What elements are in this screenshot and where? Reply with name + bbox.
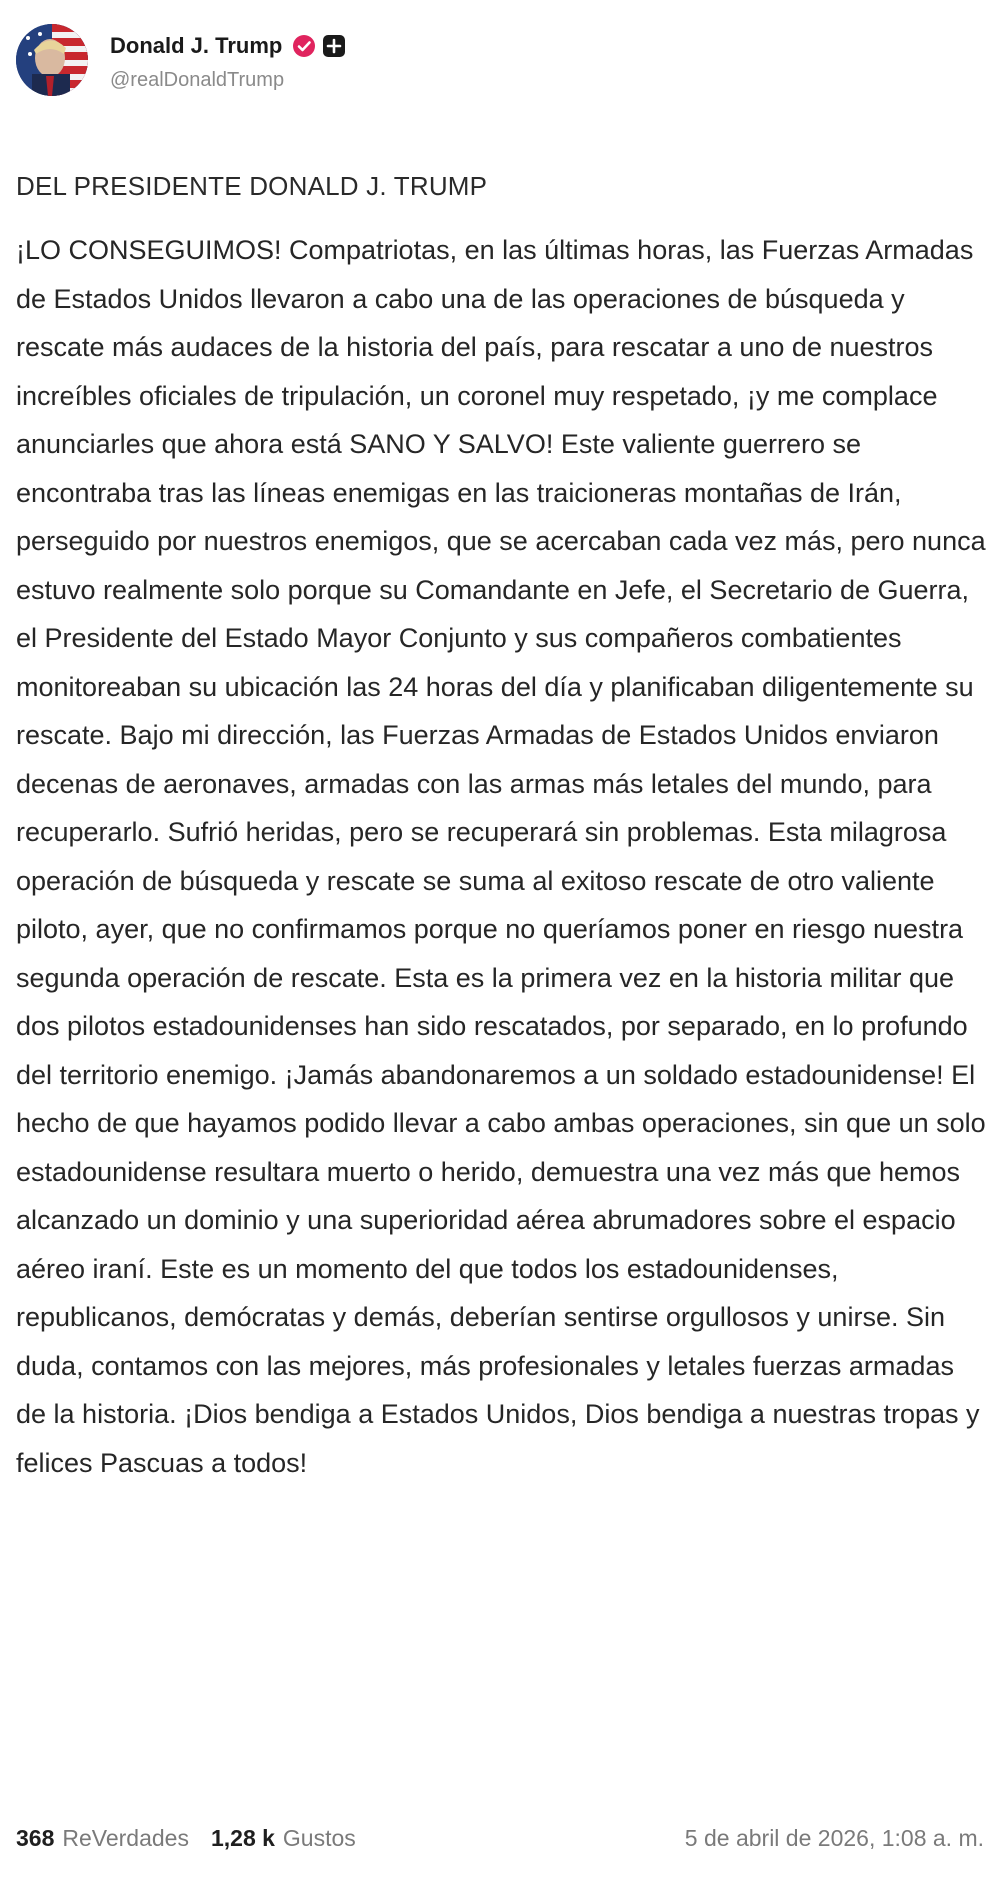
author-handle[interactable]: @realDonaldTrump <box>110 68 285 91</box>
post-body: ¡LO CONSEGUIMOS! Compatriotas, en las últimas horas, las Fuerzas Armadas de Estados Unidos llevaron a cabo una de las operaciones de búsqueda y rescate más audaces de la historia del país, para rescatar a uno de nuestros increíbles oficiales de tripulación, un coronel muy respetado, ¡y me complace anunciarles que ahora está SANO Y SALVO! Este valiente guerrero se encontraba tras las líneas enemigas en las traicioneras montañas de Irán, perseguido por nuestros enemigos, que se acercaban cada vez más, pero nunca estuvo realmente solo porque su Comandante en Jefe, el Secretario de Guerra, el Presidente del Estado Mayor Conjunto y sus compañeros combatientes monitoreaban su ubicación las 24 horas del día y planificaban diligentemente su rescate. Bajo mi dirección, las Fuerzas Armadas de Estados Unidos enviaron decenas de aeronaves, armadas con las armas más letales del mundo, para recuperarlo. Sufrió heridas, pero se recuperará sin problemas. Esta milagrosa operación de búsqueda y rescate se suma al exitoso rescate de otro valiente piloto, ayer, que no confirmamos porque no queríamos poner en riesgo nuestra segunda operación de rescate. Esta es la primera vez en la historia militar que dos pilotos estadounidenses han sido rescatados, por separado, en lo profundo del territorio enemigo. ¡Jamás abandonaremos a un soldado estadounidense! El hecho de que hayamos podido llevar a cabo ambas operaciones, sin que un solo estadounidense resultara muerto o herido, demuestra una vez más que hemos alcanzado un dominio y una superioridad aérea abrumadores sobre el espacio aéreo iraní. Este es un momento del que todos los estadounidenses, republicanos, demócratas y demás, deberían sentirse orgullosos y unirse. Sin duda, contamos con las mejores, más profesionales y letales fuerzas armadas de la historia. ¡Dios bendiga a Estados Unidos, Dios bendiga a nuestras tropas y felices Pascuas a todos! <box>16 235 986 1478</box>
reposts-label: ReVerdades <box>62 1824 189 1851</box>
author-display-name[interactable]: Donald J. Trump <box>110 32 283 58</box>
post-stats <box>16 1818 984 1858</box>
likes-count: 1,28 k <box>210 1824 275 1851</box>
post-header <box>16 22 984 98</box>
likes-stat[interactable] <box>211 1825 356 1852</box>
name-row <box>110 29 346 63</box>
post-headline: DEL PRESIDENTE DONALD J. TRUMP <box>16 171 488 201</box>
author-identity <box>110 29 346 92</box>
plus-badge-icon <box>322 34 346 58</box>
post-timestamp[interactable]: 5 de abril de 2026, 1:08 a. m. <box>684 1824 984 1851</box>
avatar-image <box>16 24 88 96</box>
reposts-stat[interactable] <box>16 1825 189 1852</box>
likes-label: Gustos <box>282 1824 356 1851</box>
avatar[interactable] <box>16 24 88 96</box>
verified-badge-icon <box>292 34 316 58</box>
reposts-count: 368 <box>16 1824 55 1851</box>
